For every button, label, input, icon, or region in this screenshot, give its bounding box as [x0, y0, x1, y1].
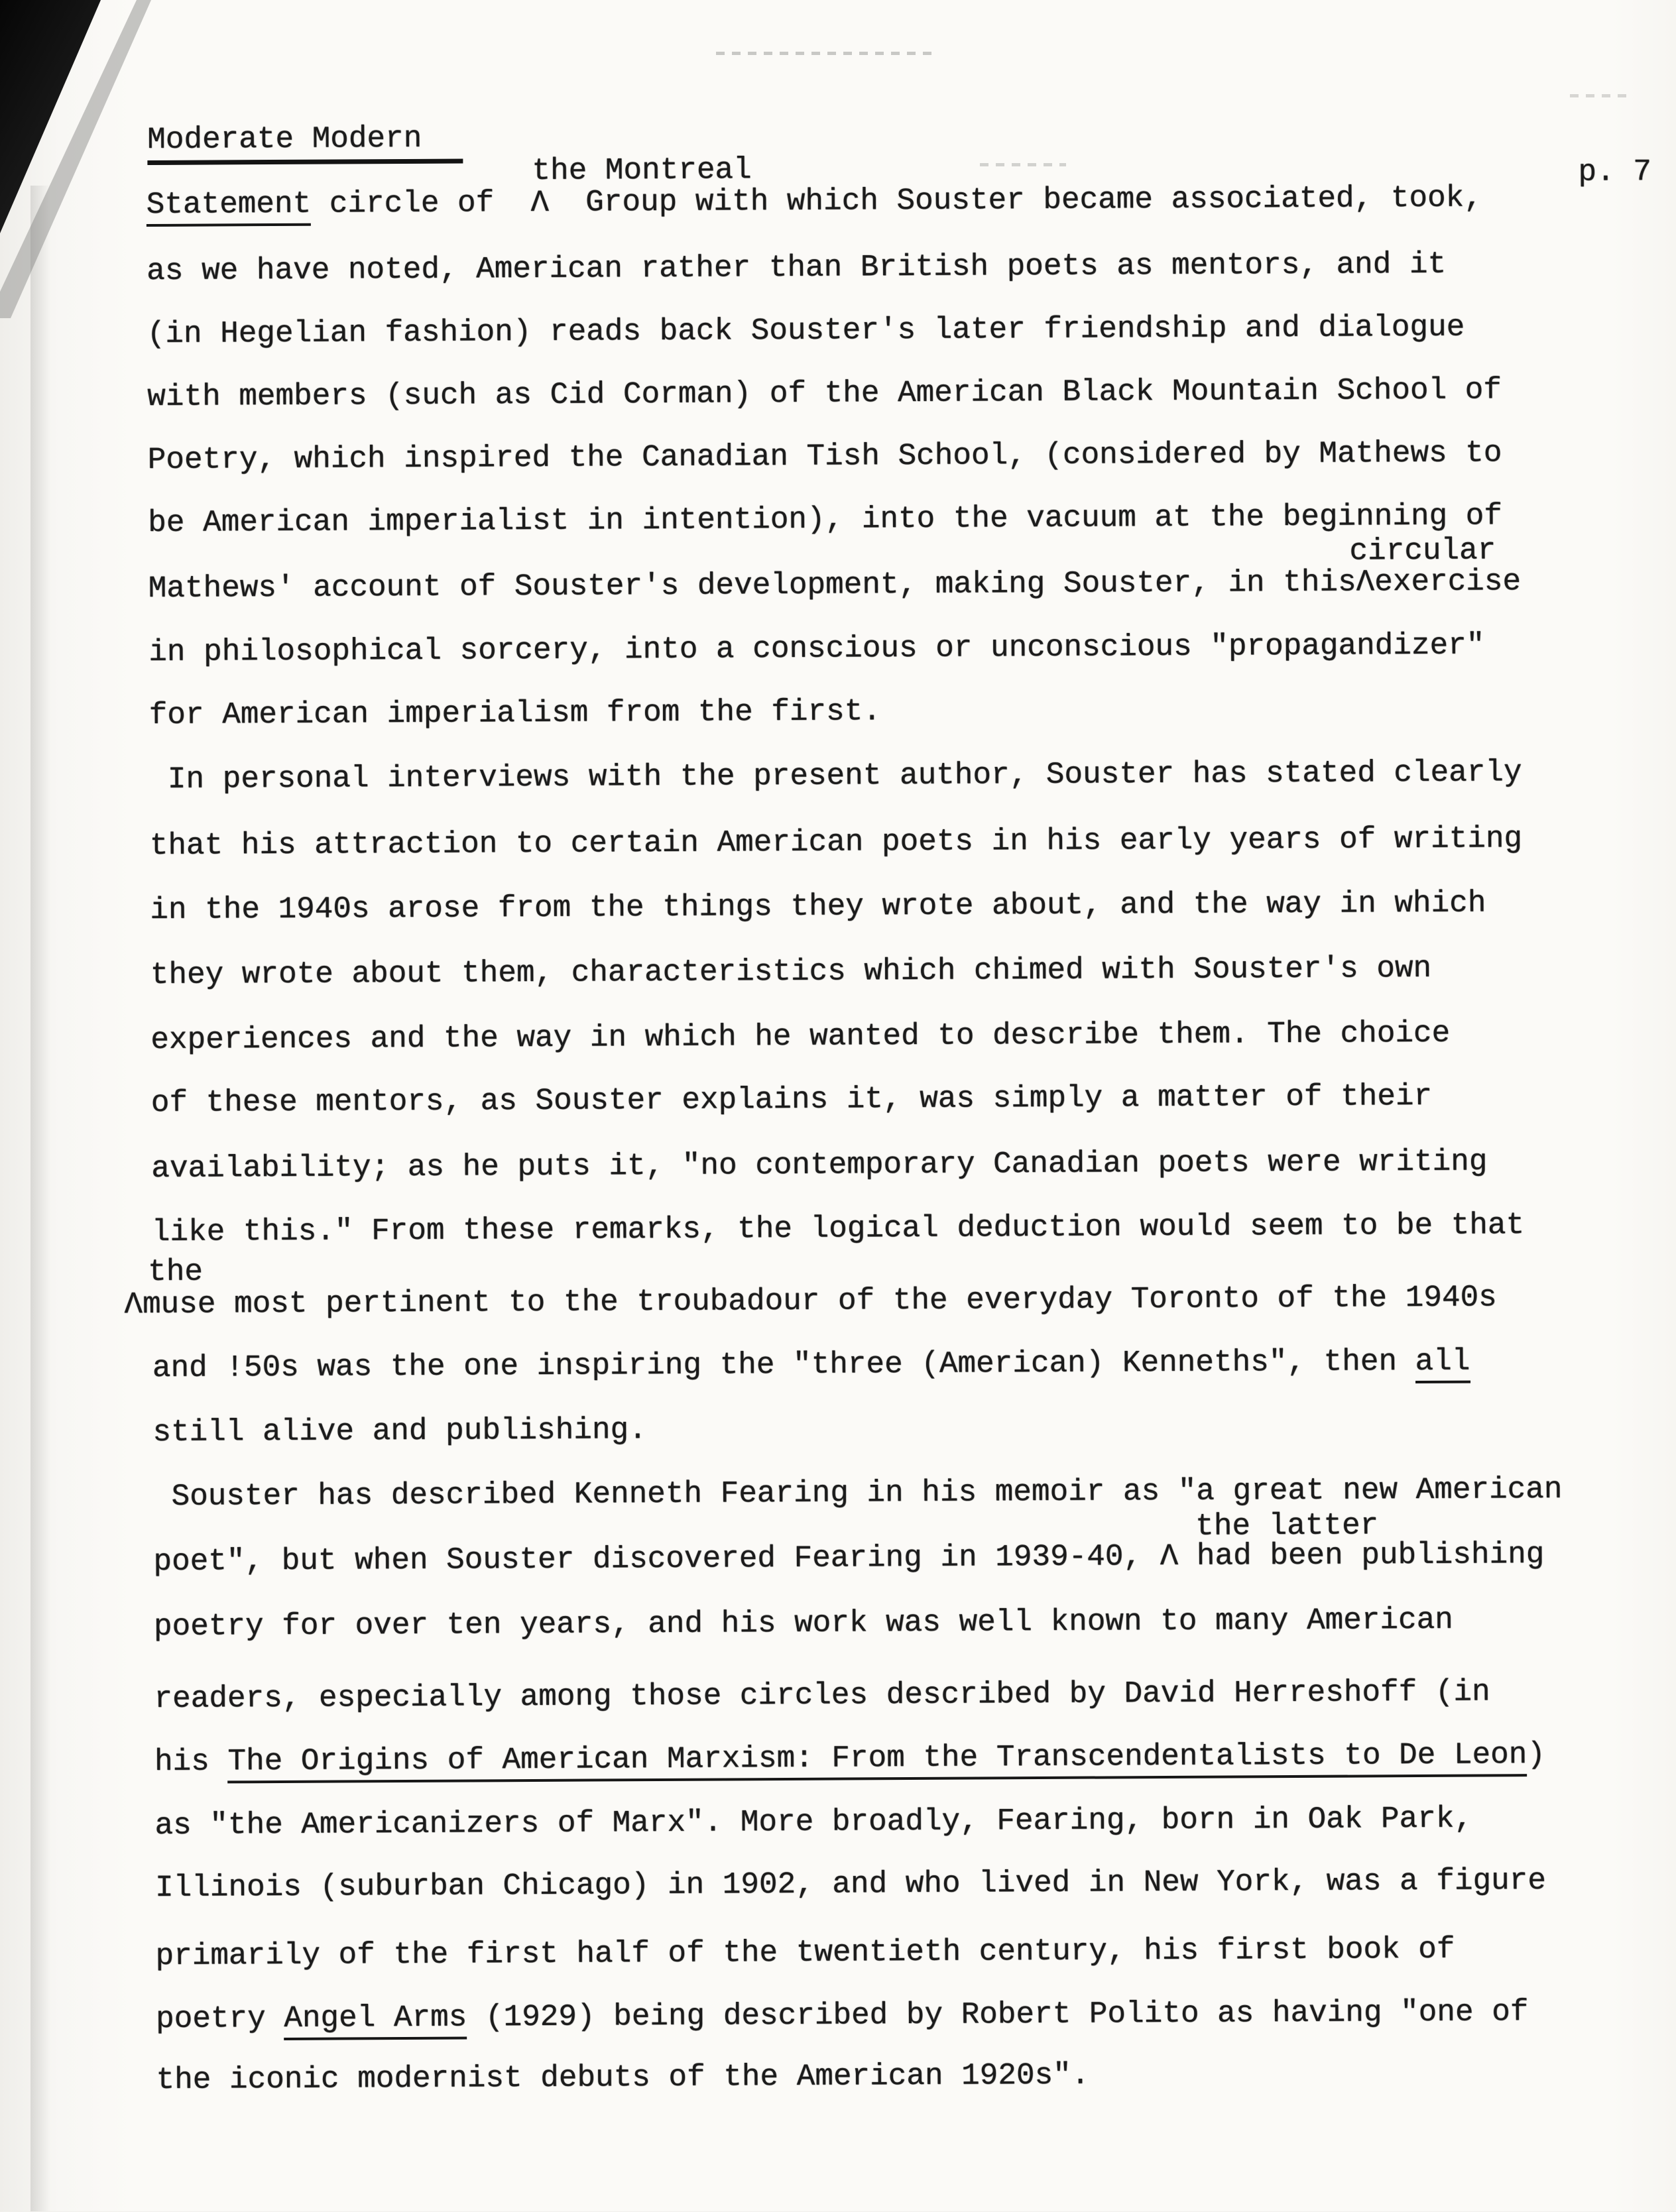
typescript-line: in the 1940s arose from the things they wrote about, and the way in which: [150, 886, 1486, 928]
typescript-line: In personal interviews with the present author, Souster has stated clearly: [149, 755, 1522, 797]
page-number: p. 7: [1578, 154, 1652, 190]
typescript-line: Poetry, which inspired the Canadian Tish School, (considered by Mathews to: [147, 436, 1502, 478]
typescript-line: as we have noted, American rather than British poets as mentors, and it: [147, 247, 1447, 289]
typescript-line: of these mentors, as Souster explains it, was simply a matter of their: [150, 1078, 1433, 1121]
typescript-line: poetry Angel Arms (1929) being described by Robert Polito as having "one of: [156, 1995, 1529, 2036]
typescript-line: still alive and publishing.: [152, 1413, 647, 1450]
document-header: [147, 121, 463, 157]
insertion-the-latter: the latter: [1195, 1508, 1379, 1544]
typescript-line: they wrote about them, characteristics which chimed with Souster's own: [150, 951, 1432, 993]
typescript-line: Souster has described Kenneth Fearing in his memoir as "a great new American: [152, 1472, 1563, 1514]
typescript-line: as "the Americanizers of Marx". More broadly, Fearing, born in Oak Park,: [154, 1801, 1473, 1843]
typescript-line: experiences and the way in which he wanted to describe them. The choice: [150, 1016, 1451, 1058]
typescript-line: Illinois (suburban Chicago) in 1902, and who lived in New York, was a figure: [154, 1863, 1547, 1905]
typescript-line: Mathews' account of Souster's development, making Souster, in thisΛexercise: [148, 564, 1522, 607]
typescript-line: the iconic modernist debuts of the American 1920s".: [156, 2058, 1090, 2097]
insertion-the: the: [148, 1254, 204, 1290]
typescript-line: with members (such as Cid Corman) of the American Black Mountain School of: [147, 373, 1502, 415]
typescript-line: Λmuse most pertinent to the troubadour of the everyday Toronto of the 1940s: [124, 1280, 1497, 1322]
insertion-the-montreal: the Montreal: [532, 152, 752, 188]
typescript-line: his The Origins of American Marxism: From the Transcendentalists to De Leon): [154, 1737, 1545, 1779]
typescript-line: Statement circle of Λ Group with which Souster became associated, took,: [147, 180, 1482, 222]
typescript-line: that his attraction to certain American poets in his early years of writing: [149, 821, 1523, 864]
typescript-line: readers, especially among those circles described by David Herreshoff (in: [154, 1674, 1490, 1716]
typescript-line: like this." From these remarks, the logical deduction would seem to be that: [151, 1208, 1525, 1250]
typescript-line: poet", but when Souster discovered Fearing in 1939-40, Λ had been publishing: [153, 1537, 1545, 1579]
typescript-line: poetry for over ten years, and his work was well known to many American: [153, 1602, 1453, 1644]
insertion-circular: circular: [1349, 533, 1496, 569]
typescript-line: for American imperialism from the first.: [149, 694, 882, 733]
typescript-line: in philosophical sorcery, into a conscious or unconscious "propagandizer": [149, 628, 1485, 670]
typescript-line: be American imperialist in intention), into the vacuum at the beginning of: [148, 498, 1503, 541]
typescript-line: and !50s was the one inspiring the "three (American) Kenneths", then all: [152, 1344, 1470, 1385]
typescript-line: availability; as he puts it, "no contemporary Canadian poets were writing: [151, 1144, 1488, 1186]
typescript-line: primarily of the first half of the twentieth century, his first book of: [155, 1932, 1455, 1973]
document-title: Moderate Modern: [147, 121, 463, 165]
typescript-line: (in Hegelian fashion) reads back Souster's later friendship and dialogue: [147, 310, 1465, 352]
